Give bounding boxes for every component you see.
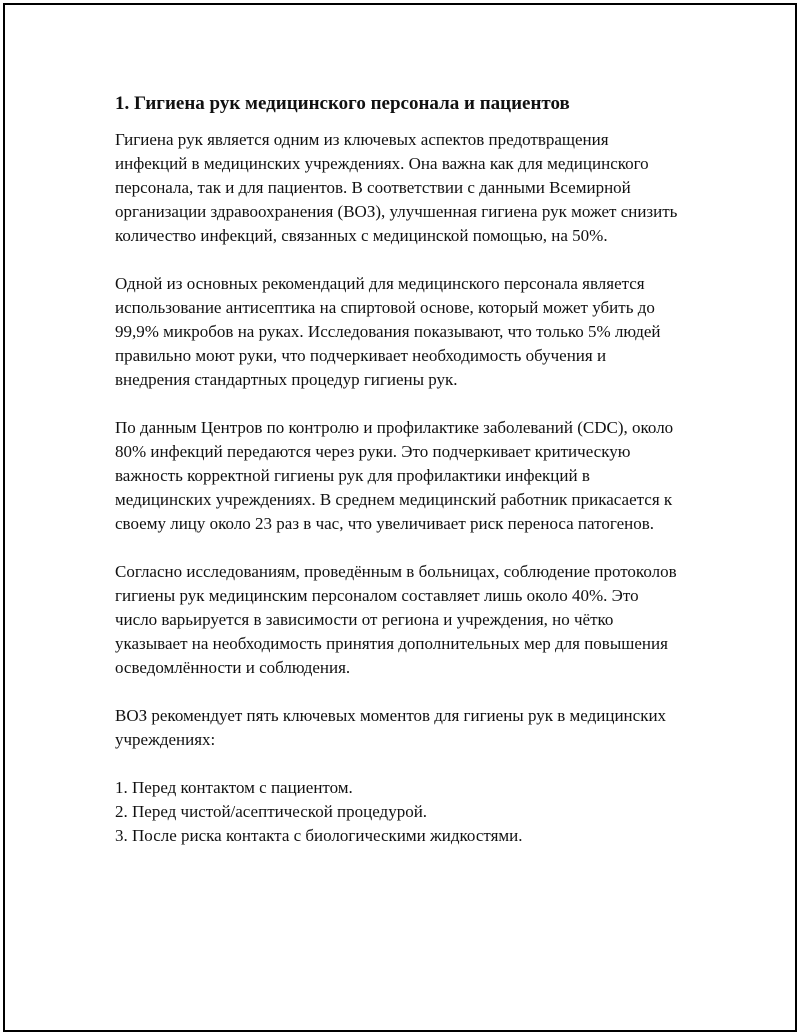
paragraph-compliance: Согласно исследованиям, проведённым в больницах, соблюдение протоколов гигиены рук медицинским персоналом составляет лишь около 40%. Это число варьируется в зависимости от региона и учреждения, но чётко указывает на необходимость принятия дополнительных мер для повышения осведомлённости и соблюдения. [115, 562, 677, 677]
list-item: 1. Перед контактом с пациентом. [115, 778, 353, 797]
paragraph-who-moments: ВОЗ рекомендует пять ключевых моментов для гигиены рук в медицинских учреждениях: [115, 706, 667, 749]
list-item: 2. Перед чистой/асептической процедурой. [115, 802, 428, 821]
section-heading: 1. Гигиена рук медицинского персонала и пациентов [115, 93, 570, 114]
paragraph-hand-hygiene-intro: Гигиена рук является одним из ключевых аспектов предотвращения инфекций в медицинских учреждениях. Она важна как для медицинского персонала, так и для пациентов. В соответствии с данными Всемирной организации здравоохранения (ВОЗ), улучшенная гигиена рук может снизить количество инфекций, связанных с медицинской помощью, на 50%. [115, 130, 678, 245]
document-body [115, 92, 685, 848]
paragraph-antiseptic: Одной из основных рекомендаций для медицинского персонала является использование антисептика на спиртовой основе, который может убить до 99,9% микробов на руках. Исследования показывают, что только 5% людей правильно моют руки, что подчеркивает необходимость обучения и внедрения стандартных процедур гигиены рук. [115, 274, 661, 389]
list-item: 3. После риска контакта с биологическими жидкостями. [115, 826, 523, 845]
moments-list [115, 776, 685, 848]
paragraph-cdc: По данным Центров по контролю и профилактике заболеваний (CDC), около 80% инфекций передаются через руки. Это подчеркивает критическую важность корректной гигиены рук для профилактики инфекций в медицинских учреждениях. В среднем медицинский работник прикасается к своему лицу около 23 раз в час, что увеличивает риск переноса патогенов. [115, 418, 674, 533]
